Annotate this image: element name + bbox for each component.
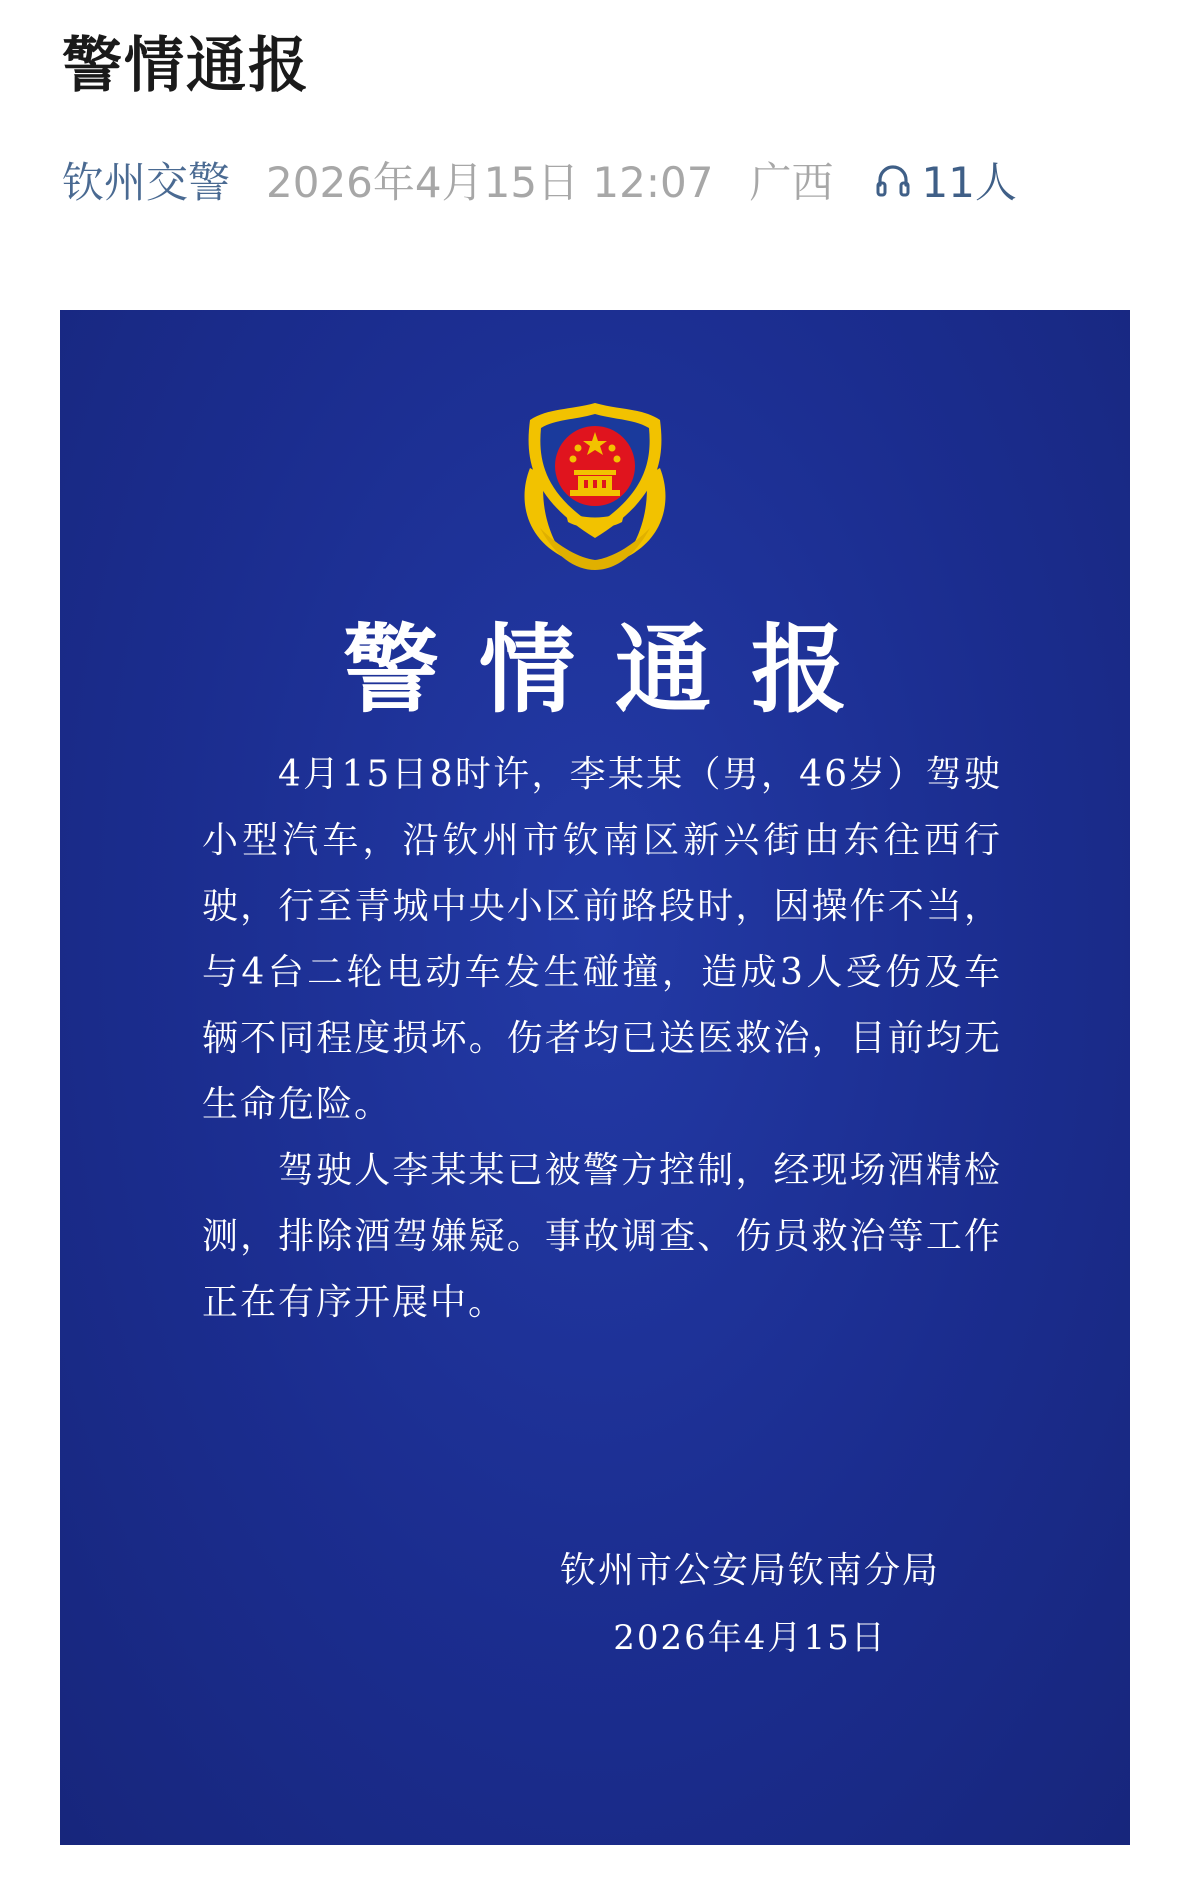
notice-heading: 警情通报 <box>343 613 887 726</box>
listen-button[interactable] <box>873 150 1016 210</box>
notice-paragraph: 驾驶人李某某已被警方控制，经现场酒精检测，排除酒驾嫌疑。事故调查、伤员救治等工作正在有序开展中。 <box>202 1150 1002 1323</box>
signature-organization: 钦州市公安局钦南分局 <box>559 1550 940 1591</box>
notice-paragraph: 4月15日8时许，李某某（男，46岁）驾驶小型汽车，沿钦州市钦南区新兴街由东往西行驶，行至青城中央小区前路段时，因操作不当，与4台二轮电动车发生碰撞，造成3人受伤及车辆不同程度损坏。伤者均已送医救治，目前均无生命危险。 <box>202 754 1002 1125</box>
article-meta <box>62 150 1017 210</box>
notice-image[interactable] <box>60 310 1130 1845</box>
police-emblem <box>510 398 680 573</box>
region-label: 广西 <box>749 158 834 207</box>
listener-count: 11人 <box>921 158 1017 207</box>
page-title: 警情通报 <box>62 31 310 101</box>
author-link[interactable]: 钦州交警 <box>62 158 231 207</box>
notice-body <box>202 742 1002 1336</box>
signature-date: 2026年4月15日 <box>613 1618 887 1658</box>
headphones-icon <box>873 160 913 200</box>
publish-time: 2026年4月15日 12:07 <box>266 158 714 207</box>
